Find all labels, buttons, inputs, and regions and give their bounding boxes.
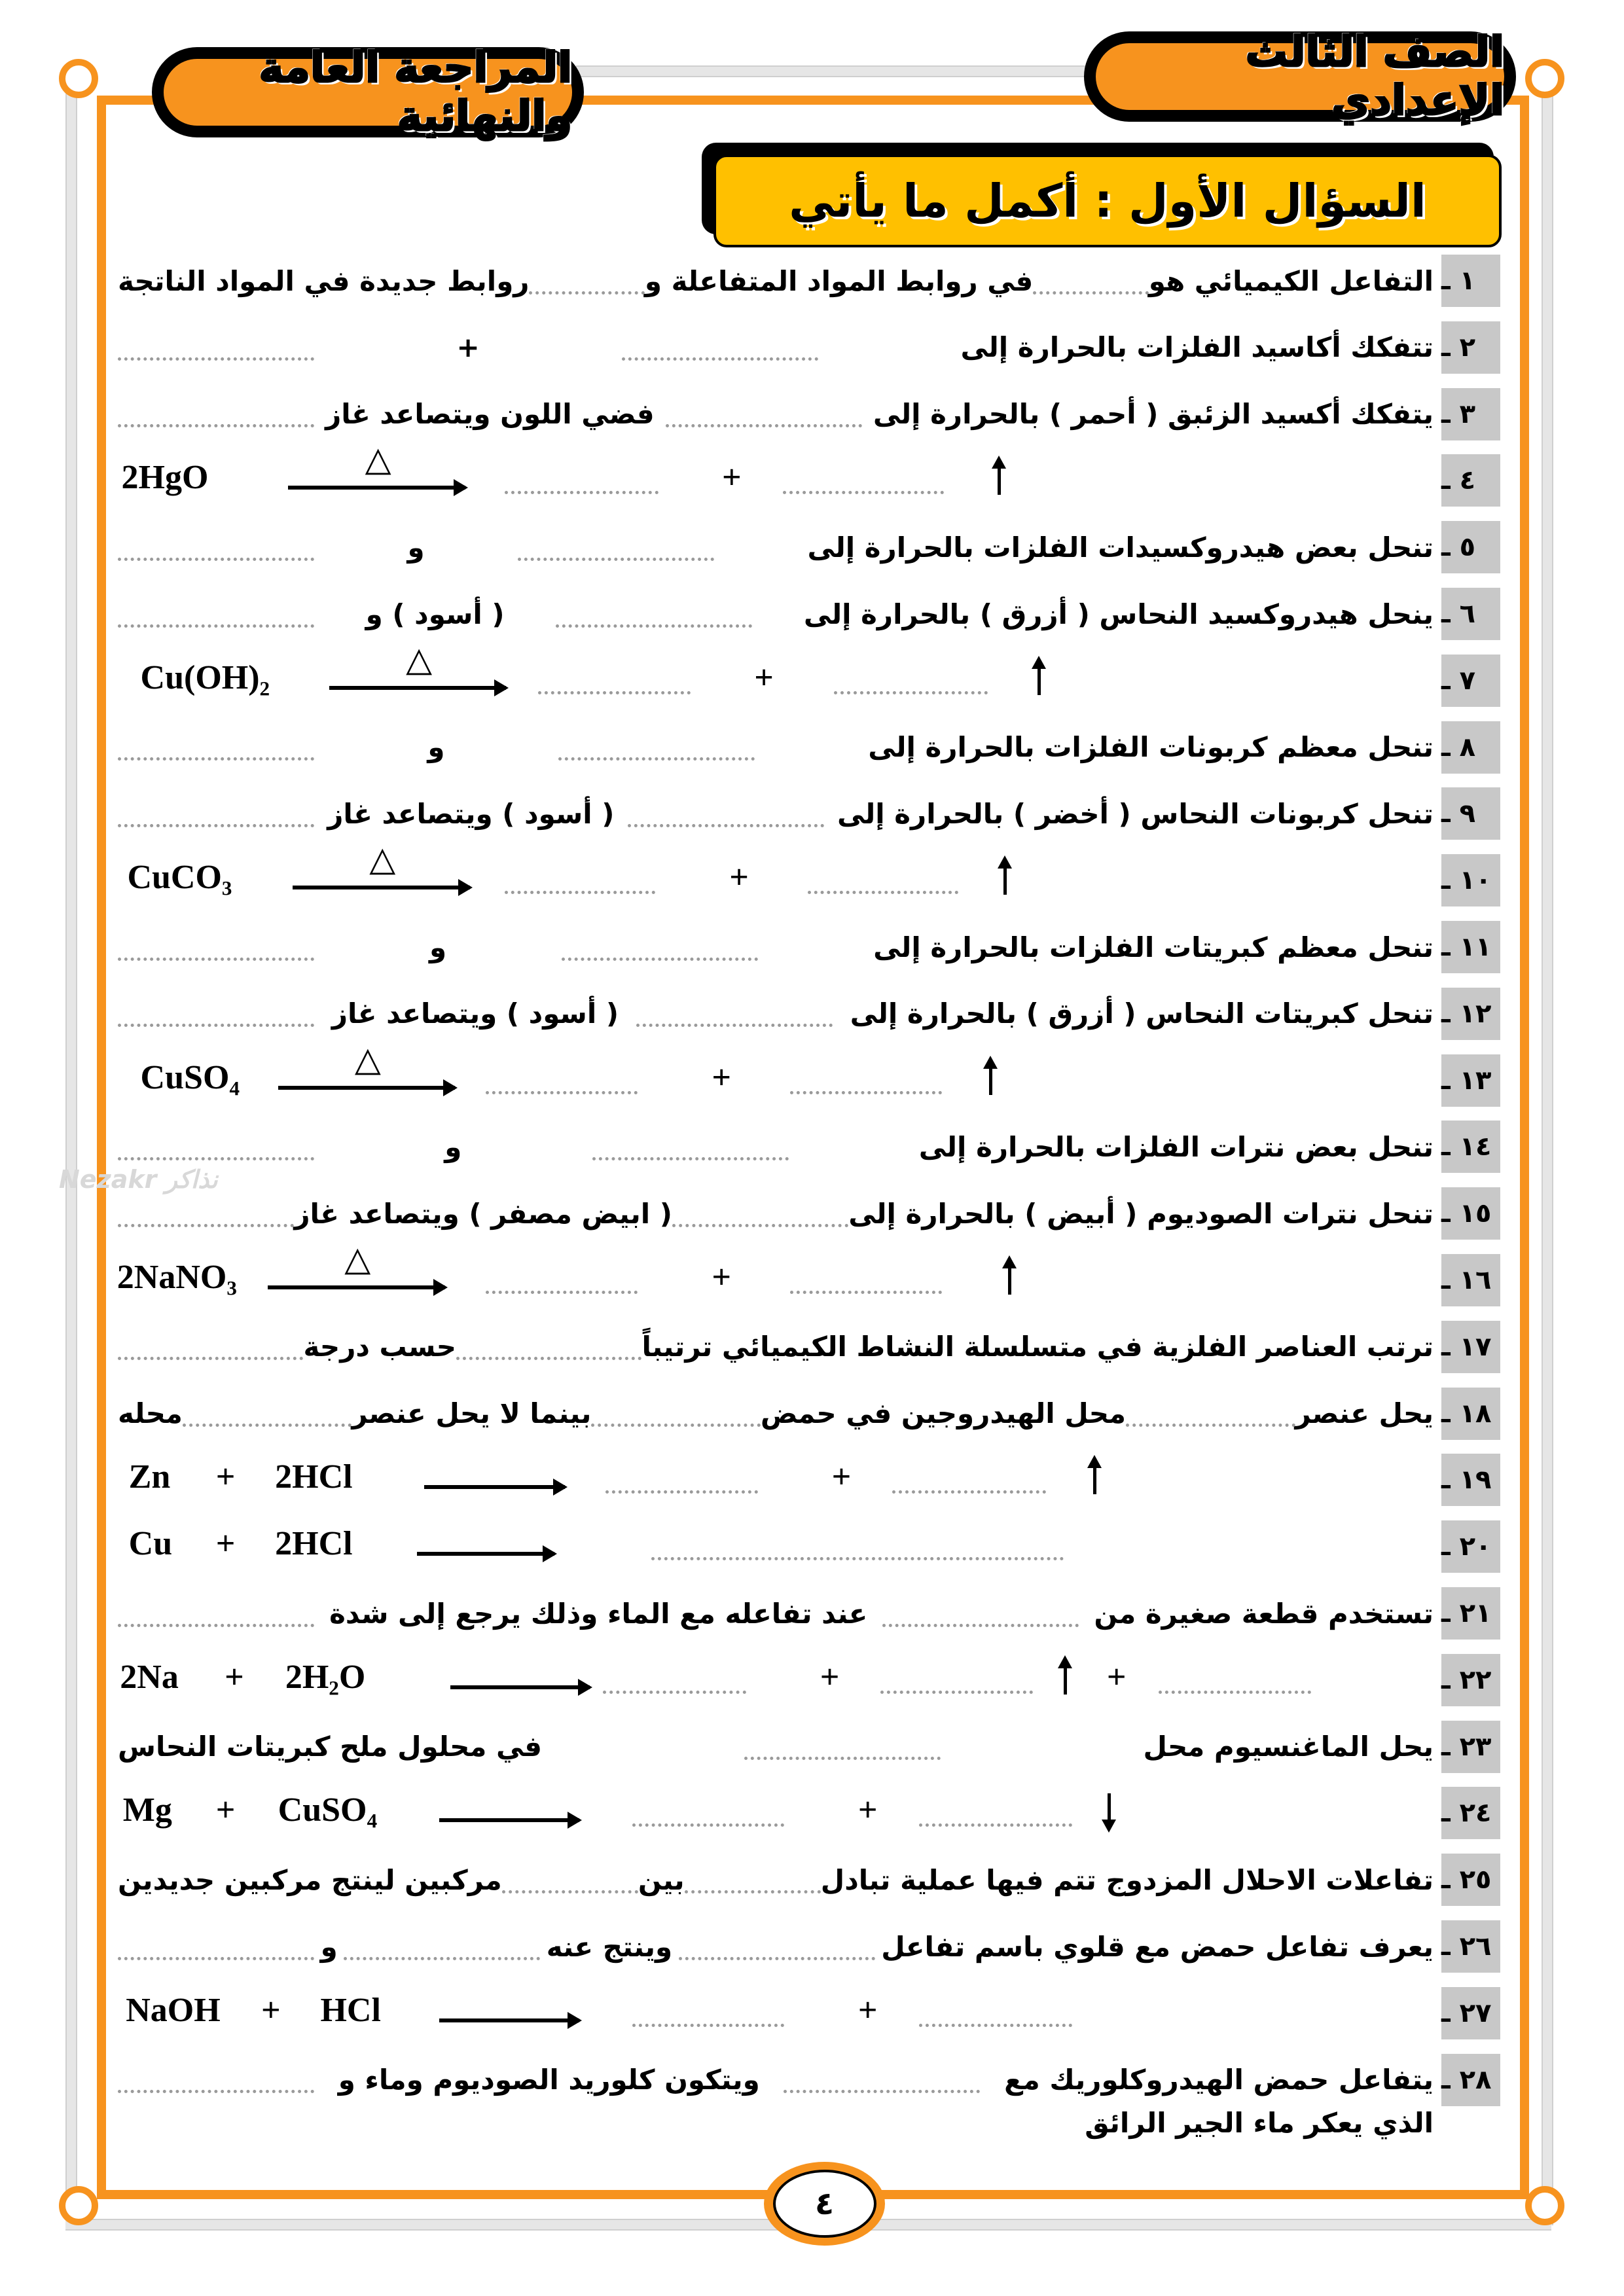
answer-blank[interactable] bbox=[628, 811, 824, 827]
answer-blank[interactable] bbox=[919, 2017, 1073, 2027]
question-number: ١٥ ـ bbox=[1441, 1187, 1500, 1240]
question-number: ٢٣ ـ bbox=[1441, 1721, 1500, 1773]
question-text: تفاعلات الاحلال المزدوج تتم فيها عملية تبادل bbox=[820, 1863, 1434, 1896]
question-number: ١٨ ـ bbox=[1441, 1388, 1500, 1440]
answer-blank[interactable] bbox=[892, 1484, 1046, 1494]
chemical-formula: Cu(OH)₂ bbox=[140, 658, 270, 696]
question-text: ويتكون كلوريد الصوديوم وماء و bbox=[338, 2064, 760, 2096]
page-number: ٤ bbox=[814, 2185, 835, 2222]
plus-sign: + bbox=[857, 1991, 878, 2029]
corner-ornament bbox=[59, 59, 98, 98]
plus-sign: + bbox=[820, 1658, 840, 1696]
question-text: ينحل هيدروكسيد النحاس ( أزرق ) بالحرارة إلى bbox=[803, 598, 1434, 630]
answer-blank[interactable] bbox=[556, 611, 752, 628]
question-number: ١٦ ـ bbox=[1441, 1254, 1500, 1306]
grade-title-badge bbox=[1084, 28, 1516, 125]
plus-sign: + bbox=[261, 1991, 281, 2029]
question-text: محله bbox=[118, 1397, 183, 1430]
answer-blank[interactable] bbox=[672, 1211, 848, 1227]
question-text: تنحل بعض نترات الفلزات بالحرارة إلى bbox=[918, 1130, 1434, 1163]
answer-blank[interactable] bbox=[1033, 278, 1148, 295]
heat-arrow-icon bbox=[293, 886, 470, 889]
chemical-formula: Zn bbox=[128, 1458, 171, 1496]
question-row bbox=[118, 321, 1434, 374]
arrow-icon bbox=[424, 1485, 565, 1489]
question-text: ( أسود ) و bbox=[365, 598, 505, 630]
question-number: ١٢ ـ bbox=[1441, 988, 1500, 1040]
question-text: تتفكك أكاسيد الفلزات بالحرارة إلى bbox=[960, 331, 1434, 364]
question-text: وينتج عنه bbox=[546, 1930, 673, 1963]
answer-blank[interactable] bbox=[502, 1877, 638, 1893]
question-number: ٩ ـ bbox=[1441, 787, 1500, 840]
question-text: يتفاعل حمض الهيدروكلوريك مع bbox=[1004, 2064, 1434, 2096]
question-text: تنحل معظم كربونات الفلزات بالحرارة إلى bbox=[868, 731, 1434, 764]
question-number: ١ ـ bbox=[1441, 255, 1500, 307]
heat-arrow-icon bbox=[329, 686, 507, 690]
question-text: في محلول ملح كبريتات النحاس bbox=[118, 1731, 542, 1763]
question-number: ١٣ ـ bbox=[1441, 1054, 1500, 1107]
question-text: + bbox=[456, 331, 480, 364]
question-number: ٢٦ ـ bbox=[1441, 1920, 1500, 1973]
chemical-formula: NaOH bbox=[126, 1991, 221, 2029]
question-text: و bbox=[429, 931, 447, 963]
answer-blank[interactable] bbox=[834, 685, 988, 694]
question-row bbox=[118, 921, 1434, 973]
question-number: ٢٢ ـ bbox=[1441, 1654, 1500, 1706]
answer-blank[interactable] bbox=[538, 685, 690, 694]
arrow-icon bbox=[439, 2018, 580, 2022]
question-number: ٢ ـ bbox=[1441, 321, 1500, 374]
answer-blank[interactable] bbox=[118, 1211, 294, 1227]
answer-blank[interactable] bbox=[118, 611, 314, 628]
answer-blank[interactable] bbox=[505, 884, 655, 894]
question-row bbox=[118, 1321, 1434, 1373]
question-text: بين bbox=[638, 1863, 685, 1896]
precipitate-down-arrow-icon bbox=[1108, 1793, 1111, 1827]
delta-heat-icon: △ bbox=[369, 840, 396, 880]
plus-sign: + bbox=[857, 1791, 878, 1829]
question-text: حسب درجة bbox=[303, 1331, 457, 1363]
heat-arrow-icon bbox=[278, 1086, 456, 1090]
answer-blank[interactable] bbox=[529, 278, 644, 295]
answer-blank[interactable] bbox=[562, 944, 758, 961]
question-text: تنحل بعض هيدروكسيدات الفلزات بالحرارة إلى bbox=[807, 531, 1434, 564]
plus-sign: + bbox=[722, 459, 742, 497]
question-number: ٧ ـ bbox=[1441, 655, 1500, 707]
answer-blank[interactable] bbox=[622, 344, 818, 361]
answer-blank[interactable] bbox=[118, 1011, 314, 1027]
answer-blank[interactable] bbox=[118, 545, 314, 561]
heat-arrow-icon bbox=[288, 486, 465, 490]
question-title: السؤال الأول : أكمل ما يأتي bbox=[789, 174, 1426, 228]
chemical-formula: 2NaNO₃ bbox=[117, 1259, 237, 1296]
gas-up-arrow-icon bbox=[1003, 861, 1007, 895]
question-text: تنحل نترات الصوديوم ( أبيض ) بالحرارة إلى bbox=[848, 1197, 1434, 1230]
question-row bbox=[118, 388, 1434, 440]
answer-blank[interactable] bbox=[118, 2077, 314, 2093]
plus-sign: + bbox=[729, 859, 749, 897]
question-text: تنحل كربونات النحاس ( أخضر ) بالحرارة إلى bbox=[837, 797, 1434, 830]
chemical-formula: CuCO₃ bbox=[127, 859, 232, 897]
question-text: محل الهيدروجين في حمض bbox=[760, 1397, 1127, 1430]
question-row bbox=[118, 988, 1434, 1040]
delta-heat-icon: △ bbox=[406, 639, 433, 679]
question-row bbox=[118, 1121, 1434, 1173]
question-number: ٣ ـ bbox=[1441, 388, 1500, 440]
answer-blank[interactable] bbox=[605, 1484, 757, 1494]
question-text: و bbox=[407, 531, 425, 564]
chemical-formula: CuSO₄ bbox=[278, 1791, 378, 1829]
chemical-formula: Mg bbox=[122, 1791, 172, 1829]
arrow-icon bbox=[450, 1685, 589, 1689]
question-text: الذي يعكر ماء الجير الرائق bbox=[1085, 2107, 1434, 2140]
question-number: ٢٨ ـ bbox=[1441, 2054, 1500, 2106]
answer-blank[interactable] bbox=[880, 1684, 1032, 1694]
answer-blank[interactable] bbox=[1159, 1684, 1310, 1694]
corner-ornament bbox=[1525, 59, 1564, 98]
chemical-formula: 2HCl bbox=[275, 1525, 353, 1563]
answer-blank[interactable] bbox=[558, 744, 755, 761]
answer-blank[interactable] bbox=[784, 2077, 980, 2093]
question-number: ٤ ـ bbox=[1441, 454, 1500, 507]
plus-sign: + bbox=[831, 1458, 852, 1496]
plus-sign: + bbox=[712, 1259, 732, 1296]
answer-blank[interactable] bbox=[456, 1344, 641, 1360]
watermark-logo: Nezakr نذاكر bbox=[59, 1165, 218, 1194]
answer-blank[interactable] bbox=[783, 484, 944, 494]
question-row bbox=[118, 255, 1434, 307]
grade-title: الصف الثالث الإعدادي bbox=[1245, 28, 1504, 125]
question-text: بينما لا يحل عنصر bbox=[352, 1397, 592, 1430]
question-text: روابط جديدة في المواد الناتجة bbox=[118, 264, 530, 297]
question-row bbox=[118, 1854, 1434, 1906]
question-row bbox=[118, 521, 1434, 573]
question-text: يحل الماغنسيوم محل bbox=[1143, 1731, 1434, 1763]
answer-blank[interactable] bbox=[632, 2017, 784, 2027]
question-row bbox=[118, 787, 1434, 840]
question-text: تستخدم قطعة صغيرة من bbox=[1094, 1597, 1434, 1630]
answer-blank[interactable] bbox=[118, 1944, 314, 1960]
question-row bbox=[118, 1388, 1434, 1440]
arrow-icon bbox=[417, 1552, 554, 1556]
question-number: ١١ ـ bbox=[1441, 921, 1500, 973]
answer-blank[interactable] bbox=[591, 1410, 760, 1427]
arrow-icon bbox=[439, 1818, 580, 1822]
chemical-formula: 2HCl bbox=[275, 1458, 353, 1496]
review-title-badge bbox=[152, 44, 584, 141]
answer-blank[interactable] bbox=[118, 1144, 314, 1160]
frame-right bbox=[1520, 98, 1529, 2199]
answer-blank[interactable] bbox=[651, 1551, 1064, 1560]
chemical-formula: 2H₂O bbox=[285, 1658, 366, 1696]
question-number: ١٠ ـ bbox=[1441, 854, 1500, 906]
plus-sign: + bbox=[215, 1525, 236, 1563]
chemical-formula: CuSO₄ bbox=[140, 1058, 240, 1096]
question-text: التفاعل الكيميائي هو bbox=[1148, 264, 1434, 297]
frame-top-gray bbox=[576, 65, 1100, 77]
answer-blank[interactable] bbox=[344, 1944, 540, 1960]
answer-blank[interactable] bbox=[636, 1011, 833, 1027]
question-row bbox=[118, 1920, 1434, 1973]
question-text: و bbox=[320, 1930, 338, 1963]
answer-blank[interactable] bbox=[603, 1684, 746, 1694]
gas-up-arrow-icon bbox=[989, 1061, 992, 1095]
question-row bbox=[118, 721, 1434, 774]
question-text: يعرف تفاعل حمض مع قلوي باسم تفاعل bbox=[881, 1930, 1434, 1963]
question-text: تنحل كبريتات النحاس ( أزرق ) بالحرارة إلى bbox=[850, 997, 1434, 1030]
chemical-formula: 2HgO bbox=[121, 459, 209, 497]
frame-left bbox=[97, 98, 106, 2199]
delta-heat-icon: △ bbox=[344, 1240, 371, 1279]
question-text: عند تفاعله مع الماء وذلك يرجع إلى شدة bbox=[329, 1597, 868, 1630]
answer-blank[interactable] bbox=[632, 1817, 784, 1827]
answer-blank[interactable] bbox=[790, 1284, 942, 1294]
answer-blank[interactable] bbox=[790, 1085, 942, 1094]
question-text: ترتب العناصر الفلزية في متسلسلة النشاط الكيميائي ترتيباً bbox=[641, 1331, 1434, 1363]
gas-up-arrow-icon bbox=[998, 461, 1001, 495]
question-text: يتفكك أكسيد الزئبق ( أحمر ) بالحرارة إلى bbox=[873, 398, 1434, 431]
question-text: ( ابيض مصفر ) ويتصاعد غاز bbox=[294, 1197, 672, 1230]
question-text: ( أسود ) ويتصاعد غاز bbox=[331, 997, 619, 1030]
gas-up-arrow-icon bbox=[1038, 661, 1041, 695]
delta-heat-icon: △ bbox=[354, 1039, 381, 1079]
gas-up-arrow-icon bbox=[1008, 1261, 1011, 1295]
question-row bbox=[118, 1721, 1434, 1773]
answer-blank[interactable] bbox=[685, 1877, 821, 1893]
question-number: ٢٠ ـ bbox=[1441, 1520, 1500, 1573]
gas-up-arrow-icon bbox=[1064, 1660, 1067, 1695]
plus-sign: + bbox=[1106, 1658, 1127, 1696]
question-number: ٨ ـ bbox=[1441, 721, 1500, 774]
answer-blank[interactable] bbox=[118, 744, 314, 761]
plus-sign: + bbox=[712, 1058, 732, 1096]
question-text: و bbox=[427, 731, 445, 764]
question-number: ٢٥ ـ bbox=[1441, 1854, 1500, 1906]
question-number: ٦ ـ bbox=[1441, 588, 1500, 640]
question-row bbox=[118, 1587, 1434, 1640]
chemical-formula: 2Na bbox=[120, 1658, 179, 1696]
question-number: ٥ ـ bbox=[1441, 521, 1500, 573]
answer-blank[interactable] bbox=[118, 811, 314, 827]
answer-blank[interactable] bbox=[118, 944, 314, 961]
question-number: ٢١ ـ bbox=[1441, 1587, 1500, 1640]
plus-sign: + bbox=[225, 1658, 244, 1696]
question-row bbox=[118, 1187, 1434, 1240]
question-text: و bbox=[444, 1130, 462, 1163]
question-number: ١٧ ـ bbox=[1441, 1321, 1500, 1373]
question-text: يحل عنصر bbox=[1295, 1397, 1434, 1430]
answer-blank[interactable] bbox=[118, 1344, 303, 1360]
plus-sign: + bbox=[754, 658, 774, 696]
answer-blank[interactable] bbox=[919, 1817, 1073, 1827]
delta-heat-icon: △ bbox=[365, 440, 391, 480]
answer-blank[interactable] bbox=[808, 884, 958, 894]
frame-outer-left bbox=[65, 65, 77, 2225]
answer-blank[interactable] bbox=[744, 1744, 941, 1760]
answer-blank[interactable] bbox=[679, 1944, 875, 1960]
question-continuation bbox=[118, 2097, 1434, 2149]
question-number: ٢٤ ـ bbox=[1441, 1787, 1500, 1839]
answer-blank[interactable] bbox=[505, 484, 659, 494]
answer-blank[interactable] bbox=[1126, 1410, 1295, 1427]
review-title: المراجعة العامة والنهائية bbox=[259, 44, 572, 141]
frame-outer-right bbox=[1542, 65, 1553, 2225]
corner-ornament bbox=[1525, 2186, 1564, 2225]
question-title-box bbox=[713, 154, 1502, 247]
answer-blank[interactable] bbox=[118, 1611, 314, 1627]
question-text: ( أسود ) ويتصاعد غاز bbox=[327, 797, 615, 830]
answer-blank[interactable] bbox=[118, 344, 314, 361]
answer-blank[interactable] bbox=[118, 411, 314, 427]
answer-blank[interactable] bbox=[666, 411, 862, 427]
answer-blank[interactable] bbox=[518, 545, 714, 561]
chemical-formula: Cu bbox=[128, 1525, 173, 1563]
answer-blank[interactable] bbox=[592, 1144, 789, 1160]
question-text: مركبين لينتج مركبين جديدين bbox=[118, 1863, 502, 1896]
answer-blank[interactable] bbox=[183, 1410, 352, 1427]
question-text: فضي اللون ويتصاعد غاز bbox=[325, 398, 655, 431]
gas-up-arrow-icon bbox=[1093, 1460, 1096, 1494]
question-number: ٢٧ ـ bbox=[1441, 1987, 1500, 2039]
question-number: ١٩ ـ bbox=[1441, 1454, 1500, 1506]
answer-blank[interactable] bbox=[486, 1284, 638, 1294]
plus-sign: + bbox=[215, 1791, 236, 1829]
chemical-formula: HCl bbox=[320, 1991, 381, 2029]
heat-arrow-icon bbox=[268, 1285, 445, 1289]
answer-blank[interactable] bbox=[486, 1085, 638, 1094]
page-number-badge bbox=[764, 2162, 885, 2246]
question-text: في روابط المواد المتفاعلة و bbox=[644, 264, 1034, 297]
question-number: ١٤ ـ bbox=[1441, 1121, 1500, 1173]
answer-blank[interactable] bbox=[882, 1611, 1079, 1627]
question-text: تنحل معظم كبريتات الفلزات بالحرارة إلى bbox=[873, 931, 1434, 963]
question-row bbox=[118, 588, 1434, 640]
corner-ornament bbox=[59, 2186, 98, 2225]
plus-sign: + bbox=[215, 1458, 236, 1496]
